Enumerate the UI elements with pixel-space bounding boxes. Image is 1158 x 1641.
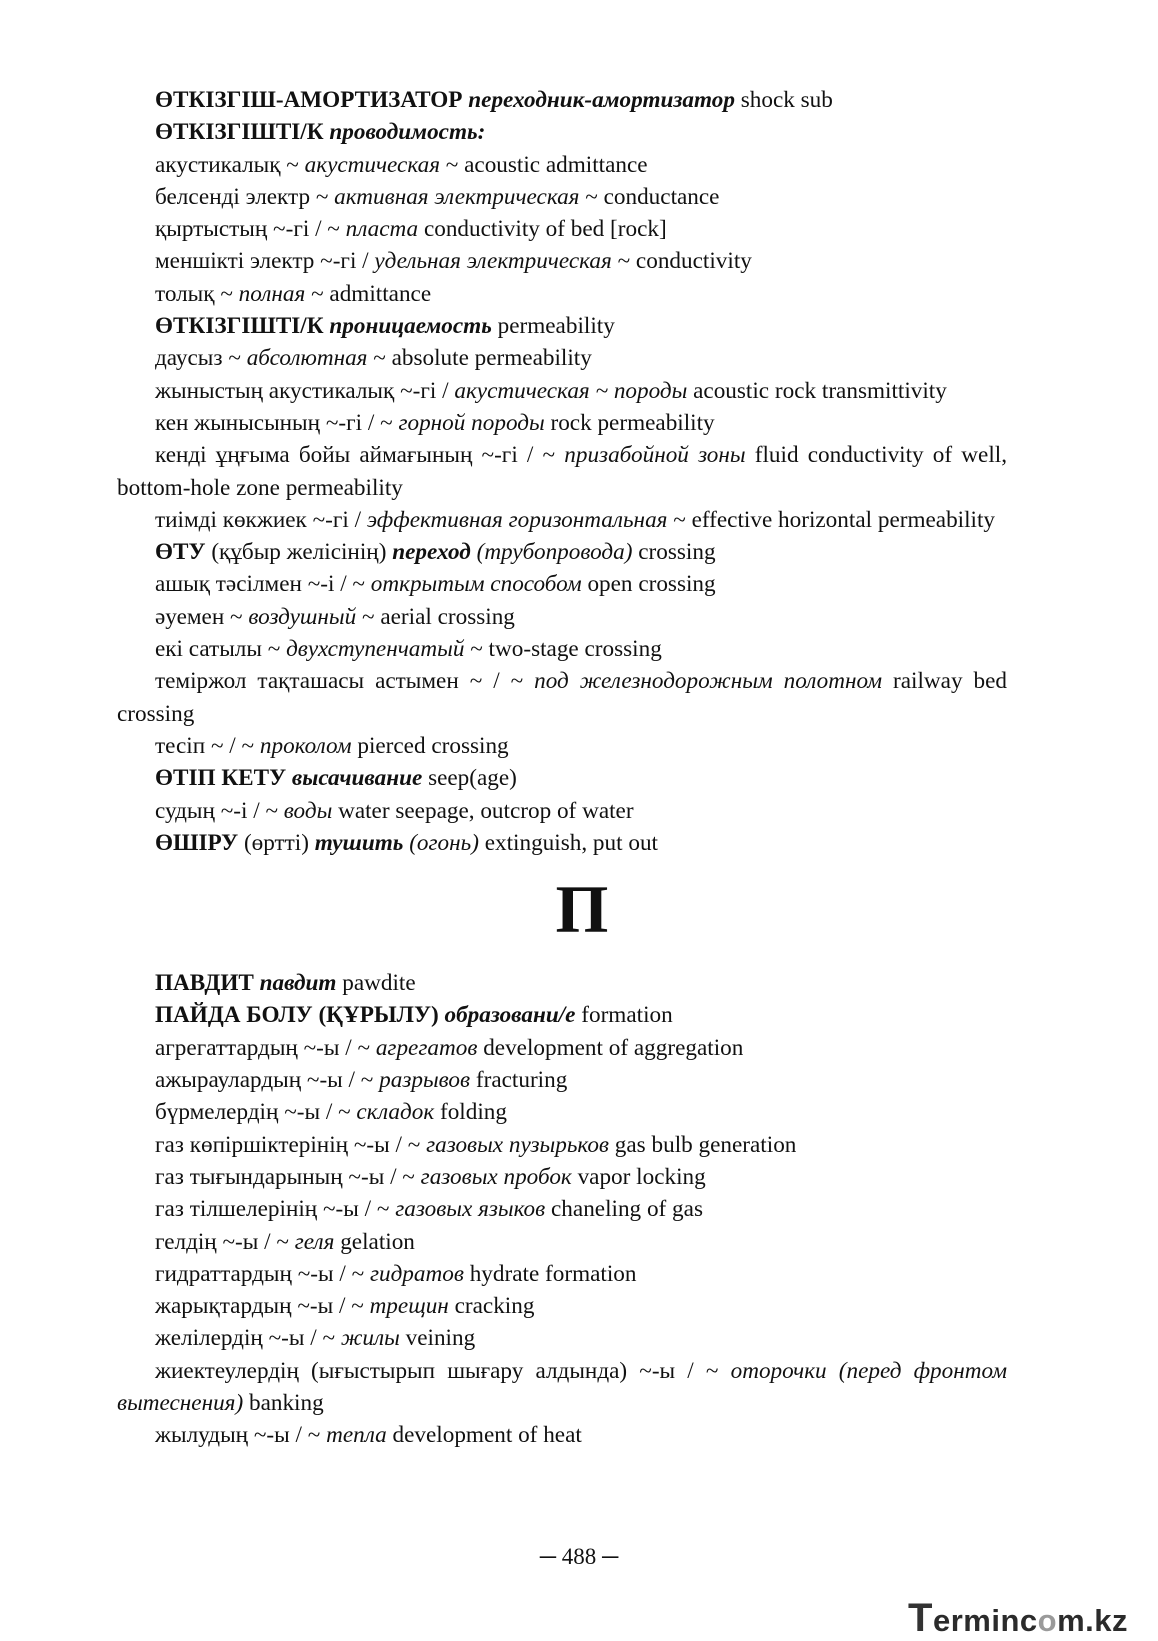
subentry: [117, 149, 1007, 181]
term: переход: [392, 539, 471, 566]
site-watermark-logo: [908, 1596, 1128, 1641]
russian-term: абсолютная: [246, 345, 368, 372]
russian-term: разрывов: [379, 1067, 471, 1094]
russian-term: призабойной зоны: [564, 442, 746, 469]
subentry: [117, 1096, 1007, 1128]
russian-term: воды: [283, 797, 333, 824]
subentry: [117, 665, 1007, 730]
entry-text: extinguish, put out: [478, 829, 658, 856]
russian-term: горной породы: [398, 409, 545, 436]
russian-term: воздушный: [248, 603, 357, 630]
subentry: [117, 1355, 1007, 1420]
entry-text: formation: [575, 1002, 673, 1029]
entries-bottom: [117, 967, 1007, 1451]
entry-text: fracturing: [470, 1067, 568, 1094]
entry-text: railway bed crossing: [117, 668, 1007, 727]
entry-text: ~ two-stage crossing: [464, 636, 662, 663]
entries-top: [117, 84, 1007, 859]
russian-term: полная: [238, 280, 306, 307]
entry-text: судың ~-і / ~: [155, 797, 284, 824]
entry-text: ~ conductivity: [611, 248, 752, 275]
entry-text: shock sub: [734, 87, 833, 113]
subentry: [117, 1419, 1007, 1451]
entry-text: тесіп ~ / ~: [155, 732, 260, 759]
subentry: [117, 633, 1007, 665]
term: ӨТКІЗГІШТІ/К: [155, 313, 324, 340]
term: ӨТКІЗГІШТІ/К: [155, 119, 324, 146]
russian-term: агрегатов: [375, 1034, 478, 1061]
entry-text: gas bulb generation: [609, 1131, 797, 1158]
entry-text: development of heat: [386, 1422, 582, 1449]
entry-text: seep(age): [422, 765, 517, 792]
entry-text: development of aggregation: [477, 1034, 744, 1061]
subentry: [117, 1258, 1007, 1290]
russian-term: газовых пробок: [420, 1163, 572, 1190]
term: ПАЙДА БОЛУ (ҚҰРЫЛУ): [155, 1002, 439, 1029]
entry-text: ашық тәсілмен ~-і / ~: [155, 571, 371, 598]
russian-term: проколом: [259, 732, 352, 759]
entry-text: кен жынысының ~-гі / ~: [155, 409, 399, 436]
russian-term: эффективная горизонтальная: [366, 506, 668, 533]
headword-entry: [117, 999, 1007, 1031]
term: ӨШІРУ: [155, 829, 239, 856]
entry-text: open crossing: [581, 571, 716, 598]
term: образовани/е: [444, 1002, 576, 1029]
russian-term: (огонь): [409, 829, 479, 856]
subentry: [117, 278, 1007, 310]
headword-entry: [117, 536, 1007, 568]
watermark-text-a: erminc: [932, 1603, 1038, 1638]
section-letter: П: [555, 871, 609, 948]
russian-term: акустическая: [304, 151, 440, 178]
subentry: [117, 1032, 1007, 1064]
entry-text: даусыз ~: [155, 345, 247, 372]
entry-text: белсенді электр ~: [155, 183, 335, 210]
entry-text: агрегаттардың ~-ы / ~: [155, 1034, 376, 1061]
subentry: [117, 407, 1007, 439]
russian-term: геля: [294, 1228, 335, 1255]
term: высачивание: [291, 765, 423, 792]
entry-text: гидраттардың ~-ы / ~: [155, 1260, 370, 1287]
entry-text: жылудың ~-ы / ~: [155, 1422, 327, 1449]
term: павдит: [259, 970, 337, 997]
russian-term: удельная электрическая: [374, 248, 612, 275]
dictionary-page: [117, 84, 1007, 1452]
entry-text: теміржол тақташасы астымен ~ / ~: [155, 668, 535, 695]
entry-text: ~ absolute permeability: [367, 345, 592, 372]
term: ПАВДИТ: [155, 970, 254, 997]
russian-term: газовых пузырьков: [426, 1131, 609, 1158]
entry-text: gelation: [334, 1228, 415, 1255]
russian-term: открытым способом: [370, 571, 582, 598]
entry-text: ~ acoustic admittance: [439, 151, 648, 178]
subentry: [117, 213, 1007, 245]
entry-text: crossing: [632, 539, 716, 566]
russian-term: трещин: [369, 1293, 449, 1320]
entry-text: folding: [434, 1099, 507, 1126]
subentry: [117, 1161, 1007, 1193]
entry-text: жиектеулердің (ығыстырып шығару алдында) ~-ы / ~: [155, 1357, 731, 1384]
subentry: [117, 504, 1007, 536]
subentry: [117, 795, 1007, 827]
term: проницаемость: [329, 313, 492, 340]
russian-term: двухступенчатый: [286, 636, 465, 663]
entry-text: газ тығындарының ~-ы / ~: [155, 1163, 421, 1190]
entry-text: permeability: [491, 313, 615, 340]
russian-term: складок: [356, 1099, 435, 1126]
term: ӨТКІЗГІШ-АМОРТИЗАТОР: [155, 87, 463, 113]
entry-text: (құбыр желісінің): [205, 539, 393, 566]
term: переходник-амортизатор: [468, 87, 735, 113]
entry-text: fluid conductivity of well, bottom-hole zone permeability: [117, 442, 1007, 501]
headword-entry: [117, 84, 1007, 116]
entry-text: әуемен ~: [155, 603, 249, 630]
subentry: [117, 1129, 1007, 1161]
entry-text: conductivity of bed [rock]: [418, 216, 667, 243]
headword-entry: [117, 827, 1007, 859]
headword-entry: [117, 310, 1007, 342]
headword-entry: [117, 762, 1007, 794]
subentry: [117, 601, 1007, 633]
entry-text: жарықтардың ~-ы / ~: [155, 1293, 370, 1320]
russian-term: тепла: [326, 1422, 387, 1449]
entry-text: ~ effective horizontal permeability: [667, 506, 996, 533]
watermark-text-b: m.kz: [1057, 1603, 1128, 1638]
subentry: [117, 342, 1007, 374]
subentry: [117, 181, 1007, 213]
entry-text: меншікті электр ~-гі /: [155, 248, 375, 275]
headword-entry: [117, 116, 1007, 148]
russian-term: газовых языков: [395, 1196, 546, 1223]
entry-text: кенді ұңғыма бойы аймағының ~-гі / ~: [155, 442, 565, 469]
subentry: [117, 245, 1007, 277]
subentry: [117, 1226, 1007, 1258]
entry-text: тиімді көкжиек ~-гі /: [155, 506, 367, 533]
russian-term: гидратов: [369, 1260, 464, 1287]
entry-text: екі сатылы ~: [155, 636, 287, 663]
entry-text: ~ admittance: [305, 280, 432, 307]
entry-text: гелдің ~-ы / ~: [155, 1228, 295, 1255]
subentry: [117, 568, 1007, 600]
entry-text: water seepage, outcrop of water: [332, 797, 634, 824]
entry-text: ~ aerial crossing: [356, 603, 515, 630]
term: проводимость:: [329, 119, 486, 146]
entry-text: ажыраулардың ~-ы / ~: [155, 1067, 380, 1094]
entry-text: pawdite: [336, 970, 416, 997]
entry-text: ~ conductance: [579, 183, 720, 210]
entry-text: газ тілшелерінің ~-ы / ~: [155, 1196, 396, 1223]
entry-text: banking: [243, 1389, 324, 1416]
russian-term: под железнодорожным полотном: [534, 668, 883, 695]
russian-term: оторочки (перед фронтом вытеснения): [117, 1357, 1007, 1416]
entry-text: қыртыстың ~-гі / ~: [155, 216, 346, 243]
entry-text: acoustic rock transmittivity: [687, 377, 947, 404]
watermark-initial: T: [908, 1596, 933, 1640]
watermark-o-icon: o: [1037, 1603, 1058, 1638]
subentry: [117, 1290, 1007, 1322]
term: тушить: [314, 829, 404, 856]
term: ӨТІП КЕТУ: [155, 765, 287, 792]
entry-text: hydrate formation: [463, 1260, 637, 1287]
entry-text: жыныстың акустикалық ~-гі /: [155, 377, 455, 404]
subentry: [117, 1322, 1007, 1354]
entry-text: chaneling of gas: [545, 1196, 703, 1223]
entry-text: veining: [399, 1325, 476, 1352]
subentry: [117, 1193, 1007, 1225]
subentry: [117, 1064, 1007, 1096]
entry-text: rock permeability: [544, 409, 715, 436]
entry-text: vapor locking: [571, 1163, 706, 1190]
subentry: [117, 439, 1007, 504]
russian-term: активная электрическая: [334, 183, 580, 210]
russian-term: жилы: [340, 1325, 400, 1352]
russian-term: пласта: [345, 216, 419, 243]
headword-entry: [117, 967, 1007, 999]
entry-text: желілердің ~-ы / ~: [155, 1325, 341, 1352]
entry-text: pierced crossing: [351, 732, 509, 759]
subentry: [117, 375, 1007, 407]
subentry: [117, 730, 1007, 762]
russian-term: (трубопровода): [476, 539, 633, 566]
entry-text: бүрмелердің ~-ы / ~: [155, 1099, 357, 1126]
russian-term: акустическая ~ породы: [454, 377, 688, 404]
entry-text: газ көпіршіктерінің ~-ы / ~: [155, 1131, 427, 1158]
term: ӨТУ: [155, 539, 206, 566]
entry-text: cracking: [448, 1293, 535, 1320]
entry-text: толық ~: [155, 280, 239, 307]
entry-text: акустикалық ~: [155, 151, 305, 178]
entry-text: (өртті): [238, 829, 315, 856]
page-number: ─ 488 ─: [539, 1544, 619, 1569]
